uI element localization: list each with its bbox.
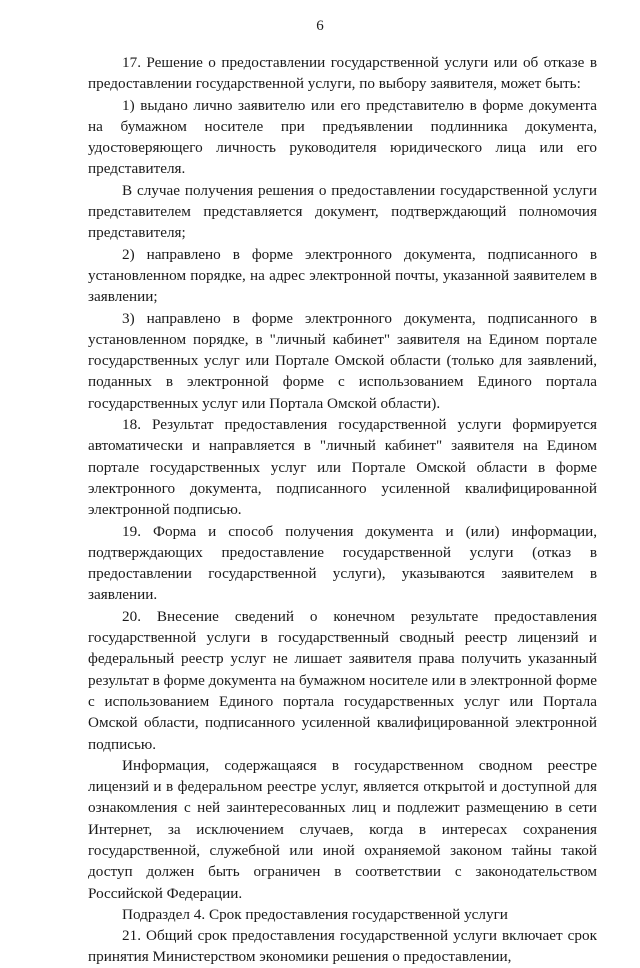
paragraph-19: 19. Форма и способ получения документа и (или) информации, подтверждающих предоставление государственной услуги (отказ в предоставлении государственной услуги), указываются заявителем в заявлении.: [88, 522, 597, 604]
paragraph-21: 21. Общий срок предоставления государственной услуги включает срок принятия Министерством экономики решения о предоставлении,: [88, 927, 597, 966]
paragraph-20-information: Информация, содержащаяся в государственном сводном реестре лицензий и в федеральном реестре услуг, является открытой и доступной для ознакомления с ней заинтересованных лиц и подлежит размещению в сети Интернет, за исключением случаев, когда в интересах сохранения государственной, служебной или иной охраняемой законом тайны такой доступ должен быть ограничен в соответствии с законодательством Российской Федерации.: [88, 756, 597, 902]
section-heading: Подраздел 4. Срок предоставления государственной услуги: [122, 905, 508, 923]
paragraph-17-item-1: 1) выдано лично заявителю или его представителю в форме документа на бумажном носителе при предъявлении подлинника документа, удостоверяющего личность руководителя юридического лица или его представителя.: [88, 96, 597, 178]
paragraph-18: 18. Результат предоставления государственной услуги формируется автоматически и направляется в "личный кабинет" заявителя на Едином портале государственных услуг или Портале Омской области в форме электронного документа, подписанного усиленной квалифицированной электронной подписью.: [88, 416, 597, 519]
document-body: [88, 52, 597, 968]
paragraph-17-intro: 17. Решение о предоставлении государственной услуги или об отказе в предоставлении государственной услуги, по выбору заявителя, может быть:: [88, 54, 597, 93]
paragraph-17-item-3: 3) направлено в форме электронного документа, подписанного в установленном порядке, в "личный кабинет" заявителя на Едином портале государственных услуг или Портале Омской области (только для заявлений, поданных в электронной форме с использованием Единого портала государственных услуг или Портала Омской области).: [88, 309, 597, 412]
paragraph-20: 20. Внесение сведений о конечном результате предоставления государственной услуги в государственный сводный реестр лицензий и федеральный реестр услуг не лишает заявителя права получить указанный результат в форме документа на бумажном носителе или в электронной форме с использованием Единого портала государственных услуг или Портала Омской области, подписанного усиленной квалифицированной электронной подписью.: [88, 607, 597, 753]
page-number: 6: [316, 18, 324, 34]
paragraph-17-representative: В случае получения решения о предоставлении государственной услуги представителем представляется документ, подтверждающий полномочия представителя;: [88, 181, 597, 242]
paragraph-17-item-2: 2) направлено в форме электронного документа, подписанного в установленном порядке, на адрес электронной почты, указанной заявителем в заявлении;: [88, 245, 597, 306]
